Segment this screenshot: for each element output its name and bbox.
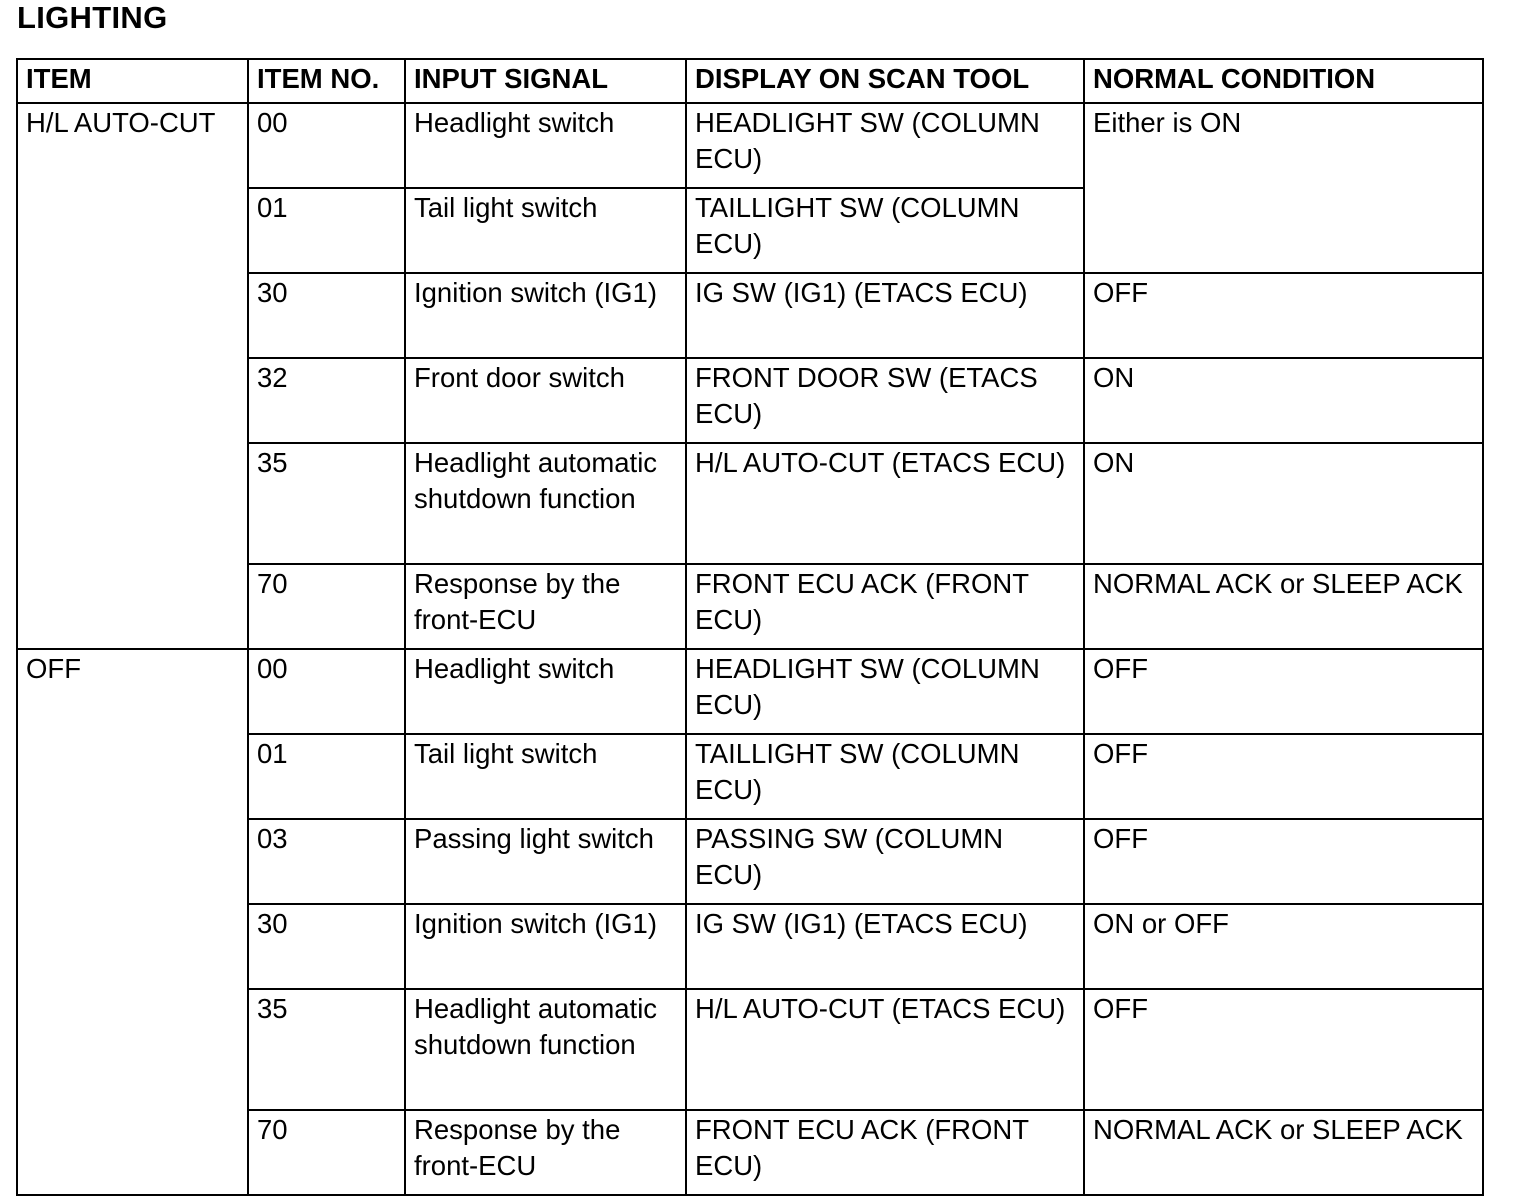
display-cell: FRONT ECU ACK (FRONT ECU) <box>686 564 1084 649</box>
table-row <box>17 103 1483 188</box>
input-signal-cell: Ignition switch (IG1) <box>405 904 686 989</box>
input-signal-cell: Headlight switch <box>405 649 686 734</box>
item-no-cell: 30 <box>248 273 405 358</box>
input-signal-cell: Headlight automatic shutdown function <box>405 443 686 564</box>
item-no-cell: 35 <box>248 443 405 564</box>
display-cell: FRONT ECU ACK (FRONT ECU) <box>686 1110 1084 1195</box>
item-no-cell: 00 <box>248 103 405 188</box>
normal-condition-cell: ON or OFF <box>1084 904 1483 989</box>
display-cell: HEADLIGHT SW (COLUMN ECU) <box>686 103 1084 188</box>
display-cell: IG SW (IG1) (ETACS ECU) <box>686 904 1084 989</box>
input-signal-cell: Tail light switch <box>405 734 686 819</box>
normal-condition-cell: NORMAL ACK or SLEEP ACK <box>1084 1110 1483 1195</box>
normal-condition-cell: OFF <box>1084 273 1483 358</box>
header-item-no: ITEM NO. <box>248 59 405 103</box>
item-no-cell: 30 <box>248 904 405 989</box>
header-display: DISPLAY ON SCAN TOOL <box>686 59 1084 103</box>
display-cell: FRONT DOOR SW (ETACS ECU) <box>686 358 1084 443</box>
input-signal-cell: Response by the front-ECU <box>405 564 686 649</box>
item-cell: OFF <box>17 649 248 1195</box>
item-no-cell: 32 <box>248 358 405 443</box>
item-no-cell: 70 <box>248 1110 405 1195</box>
item-no-cell: 35 <box>248 989 405 1110</box>
header-row <box>17 59 1483 103</box>
header-normal-condition: NORMAL CONDITION <box>1084 59 1483 103</box>
input-signal-cell: Passing light switch <box>405 819 686 904</box>
header-input-signal: INPUT SIGNAL <box>405 59 686 103</box>
display-cell: H/L AUTO-CUT (ETACS ECU) <box>686 989 1084 1110</box>
header-item: ITEM <box>17 59 248 103</box>
input-signal-cell: Tail light switch <box>405 188 686 273</box>
data-table <box>16 58 1484 1196</box>
normal-condition-cell: Either is ON <box>1084 103 1483 273</box>
input-signal-cell: Headlight switch <box>405 103 686 188</box>
item-no-cell: 00 <box>248 649 405 734</box>
normal-condition-cell: OFF <box>1084 989 1483 1110</box>
normal-condition-cell: NORMAL ACK or SLEEP ACK <box>1084 564 1483 649</box>
display-cell: PASSING SW (COLUMN ECU) <box>686 819 1084 904</box>
display-cell: TAILLIGHT SW (COLUMN ECU) <box>686 734 1084 819</box>
page-title: LIGHTING <box>17 0 168 35</box>
display-cell: IG SW (IG1) (ETACS ECU) <box>686 273 1084 358</box>
item-cell: H/L AUTO-CUT <box>17 103 248 649</box>
input-signal-cell: Headlight automatic shutdown function <box>405 989 686 1110</box>
display-cell: TAILLIGHT SW (COLUMN ECU) <box>686 188 1084 273</box>
item-no-cell: 70 <box>248 564 405 649</box>
item-no-cell: 03 <box>248 819 405 904</box>
item-no-cell: 01 <box>248 188 405 273</box>
normal-condition-cell: OFF <box>1084 819 1483 904</box>
normal-condition-cell: ON <box>1084 443 1483 564</box>
item-no-cell: 01 <box>248 734 405 819</box>
normal-condition-cell: ON <box>1084 358 1483 443</box>
input-signal-cell: Ignition switch (IG1) <box>405 273 686 358</box>
input-signal-cell: Response by the front-ECU <box>405 1110 686 1195</box>
normal-condition-cell: OFF <box>1084 649 1483 734</box>
table-row <box>17 649 1483 734</box>
normal-condition-cell: OFF <box>1084 734 1483 819</box>
display-cell: HEADLIGHT SW (COLUMN ECU) <box>686 649 1084 734</box>
display-cell: H/L AUTO-CUT (ETACS ECU) <box>686 443 1084 564</box>
input-signal-cell: Front door switch <box>405 358 686 443</box>
